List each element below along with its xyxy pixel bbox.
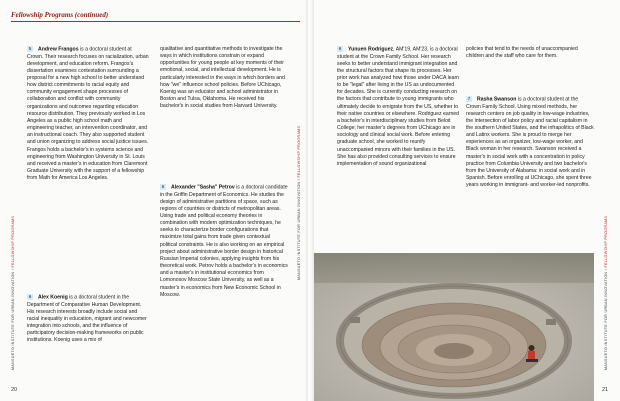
column-3 <box>337 46 461 168</box>
left-inner-label: MANSUETO INSTITUTE FOR URBAN INNOVATION / FELLOWSHIP PROGRAMS <box>297 125 301 280</box>
column-4 <box>466 46 594 60</box>
column-2b <box>160 184 288 299</box>
bio-name: Rasha Swanson <box>477 96 517 103</box>
column-2 <box>160 46 288 110</box>
bio-number-badge: 6 <box>28 294 32 299</box>
bio-name: Yunuen Rodriguez <box>348 46 394 53</box>
bio-name: Alexander "Sasha" Petrov <box>171 184 235 191</box>
bio-number-badge: 6 <box>338 46 342 51</box>
bio-name: Andrew Frangos <box>38 46 79 53</box>
bio-andrew-frangos <box>27 46 149 182</box>
page-gutter <box>306 0 314 401</box>
column-1b <box>27 294 149 344</box>
bio-alex-koenig <box>27 294 149 344</box>
bio-number-badge: 5 <box>28 46 32 51</box>
column-1 <box>27 46 149 182</box>
plaza-photo-image <box>314 253 594 401</box>
bio-text: is a doctoral student at the Crown Family School. Using mixed methods, her research centers on job quality in low-wage industries, the intersection of labor policy and racial capitalism in the southern United States, and the infrapolitics of Black and Latinx workers. She is proud to merge her experiences as an organizer, low-wage worker, and Black woman in her research. Swanson received a master's in social work with a concentration in policy practice from Columbia University and two bachelor's from the University of Alabama: in social work and in Spanish. Before enrolling at UChicago, she spent three years working in immigrant- and worker-led nonprofits. <box>466 96 594 189</box>
bio-text: is a doctoral student in the Department of Comparative Human Development. His research interests broadly include social and racial inequality in education, migrant and newcomer integration into schools, and the influence of participatory decision-making frameworks on public institutions. Koenig uses a mix of <box>27 294 147 344</box>
page-number-right: 21 <box>602 387 609 393</box>
column-4b <box>466 96 594 189</box>
page-number-left: 20 <box>11 387 18 393</box>
bio-number-badge: 6 <box>161 184 165 189</box>
bio-alexander-petrov <box>160 184 288 299</box>
header-title: Fellowship Programs (continued) <box>11 11 109 19</box>
bio-number-badge: 7 <box>467 96 471 101</box>
bio-name: Alex Koenig <box>38 294 68 301</box>
left-margin-label: MANSUETO INSTITUTE FOR URBAN INNOVATION / FELLOWSHIP PROGRAMS <box>11 215 15 370</box>
bio-text: is a doctoral student at Crown. Their research focuses on racialization, urban development, and education reform. Frangos's dissertation examines contestation surrounding a proposal for a new high school to better understand how district commitments to racial equity and community engagement shape processes of collaboration and conflict with community organizations and outcomes regarding education resource distribution. They previously worked in Los Angeles as a public high school math and engineering teacher, an intervention coordinator, and an instructional coach. They also supported student and union organizing to address social justice issues. Frangos holds a bachelor's in systems science and engineering from Washington University in St. Louis and received a master's in education from Claremont Graduate University with the support of a fellowship from Math for America Los Angeles. <box>27 46 149 182</box>
bio-yunuen-rodriguez <box>337 46 461 168</box>
bio-rasha-swanson <box>466 96 594 189</box>
bio-text: , AM'19, AM'23, is a doctoral student at the Crown Family School. Her research seeks to better understand immigrant integration and the structural factors that shape its processes. Her prior work has analyzed how those under DACA learn to be "legal" after living in the US as undocumented for decades. She is currently conducting research on the factors that contribute to young immigrants who ultimately decide to emigrate from the US, whether to their native countries or elsewhere. Rodriguez earned a bachelor's in interdisciplinary studies from Beloit College; her master's degrees from UChicago are in sociology and clinical social work. Before entering graduate school, she worked to reunify unaccompanied minors with their families in the US. She has also provided consulting services to ensure implementation of sound organizational <box>337 46 460 167</box>
right-margin-label: MANSUETO INSTITUTE FOR URBAN INNOVATION / FELLOWSHIP PROGRAMS <box>604 215 608 370</box>
page-header <box>11 11 300 22</box>
bio-yunuen-rodriguez-continued: policies that tend to the needs of unaccompanied children and the staff who care for them. <box>466 46 578 60</box>
bio-text: is a doctoral candidate in the Griffin Department of Economics. He studies the design of administrative partitions of space, such as regions of countries or districts of metropolitan areas. Using trade and political economy theories in combination with modern optimization techniques, he seeks to characterize border configurations that maximize total gains from trade given contextual political constraints. He is also working on an empirical project about administrative border design in historical Russian Imperial colonies, applying insights from his theoretical work. Petrov holds a bachelor's in economics and a master's in institutional economics from Lomonosov Moscow State University, as well as a master's in economics from New Economic School in Moscow. <box>160 184 288 298</box>
plaza-photo <box>314 253 594 401</box>
bio-alex-koenig-continued: qualitative and quantitative methods to investigate the ways in which institutions constrain or expand opportunities for young people at key moments of their emotional, social, and intellectual development. He is particularly interested in the ways in which borders and how "we" influence school policies. Before UChicago, Koenig was an educator and school administrator in Boston and Tulsa, Oklahoma. He received his bachelor's in social studies from Harvard University. <box>160 46 285 110</box>
